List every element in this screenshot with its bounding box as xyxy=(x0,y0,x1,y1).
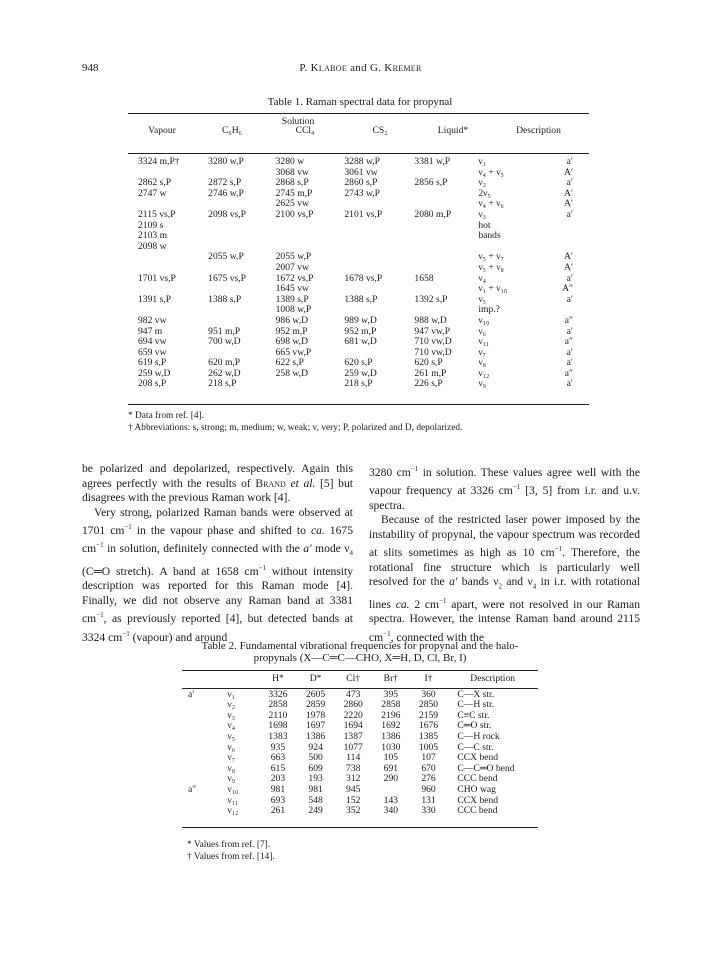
table1-cell xyxy=(552,221,589,232)
table1-cell: A″ xyxy=(562,283,573,295)
table2-cell: 2110 xyxy=(268,709,288,721)
table1-cell: 1008 w,P xyxy=(275,304,312,316)
table1-cell xyxy=(336,231,406,242)
table1-cell: 1391 s,P xyxy=(138,293,172,305)
table1-cell xyxy=(336,252,406,263)
table2-cell: 2858 xyxy=(268,699,288,711)
table2-cell: 2850 xyxy=(418,699,439,711)
table2-header-row xyxy=(182,674,538,690)
table1-cell xyxy=(336,242,406,253)
table2-cell xyxy=(182,700,213,711)
table1-cell: ν₃ xyxy=(478,208,487,220)
table1-cell: 1675 vs,P xyxy=(208,272,247,284)
table1-row xyxy=(128,157,589,168)
table2-footnote-1: * Values from ref. [7]. xyxy=(187,840,271,850)
table2-cell: C—X str. xyxy=(457,688,495,700)
table1-cell: ν₄ + ν₅ xyxy=(478,166,504,178)
table2-cell: a″ xyxy=(188,783,197,795)
table1-cell: 1701 vs,P xyxy=(138,272,176,284)
table1-row xyxy=(128,337,589,348)
table1-row xyxy=(128,189,589,200)
table1-cell: ν₉ xyxy=(478,378,487,390)
table1-cell: 986 w,D xyxy=(275,314,309,326)
table1-cell: 1388 s,P xyxy=(208,293,242,305)
table2-cell: 2859 xyxy=(305,699,326,711)
table1-cell: a′ xyxy=(566,378,573,390)
table1-group-header: Solution xyxy=(281,116,315,127)
table1-row xyxy=(128,221,589,232)
table1-cell: 2856 s,P xyxy=(414,177,448,189)
body-right-para-1: 3280 $cm^{-1}$ in solution. These values agree well with the vapour frequency at 3326 $cm^{-1}$ [3, 5] from i.r. and u.v. spectra. xyxy=(369,465,641,512)
table2-cell: 2220 xyxy=(343,709,363,721)
table1-cell: 1658 xyxy=(414,272,434,284)
table1-cell: 258 w,D xyxy=(275,367,309,379)
table1-cell: 2743 w,P xyxy=(344,187,380,199)
table1-cell: ν₁ + ν₁₀ xyxy=(478,283,508,295)
table2-col-header: H* xyxy=(272,673,284,684)
table1-caption: Table 1. Raman spectral data for propynal xyxy=(267,96,453,108)
table1-cell: ν₂ xyxy=(478,177,487,189)
table2-cell: 312 xyxy=(346,773,361,785)
table1-cell: 3280 w,P xyxy=(208,156,244,167)
table1-cell: 259 w,D xyxy=(138,367,171,379)
table2-col-header: Description xyxy=(470,673,516,684)
table1-cell xyxy=(406,242,472,253)
table2-cell: 1385 xyxy=(418,730,439,742)
table1-cell: 694 vw xyxy=(138,336,167,348)
table2-cell xyxy=(182,721,213,732)
table2-row xyxy=(182,806,538,817)
table1-cell: 261 m,P xyxy=(414,367,447,379)
table1-cell: 1672 vs,P xyxy=(275,272,314,284)
table1-cell: ν₅ + ν₈ xyxy=(478,261,504,273)
table1-cell: 989 w,D xyxy=(344,314,377,326)
table2-cell: 352 xyxy=(346,805,361,817)
table2-cell xyxy=(182,711,213,722)
table1-cell: 988 w,D xyxy=(414,314,447,326)
table1-cell: 2098 vs,P xyxy=(208,208,247,220)
table2-cell: ν₃ xyxy=(227,709,236,721)
table1-footnotes xyxy=(128,410,608,434)
table2-top-rule xyxy=(182,670,538,671)
table2-cell: 1077 xyxy=(343,741,363,753)
table1-cell: A′ xyxy=(563,261,573,273)
table1-cell: hot xyxy=(478,219,491,231)
t1-col-description: Description xyxy=(516,125,561,136)
table1-cell: a′ xyxy=(566,325,573,337)
table1-cell: A′ xyxy=(563,251,573,263)
table2-cell: ν₉ xyxy=(227,773,236,785)
table2-cell: 2159 xyxy=(418,709,439,721)
table1-cell: 947 m xyxy=(138,325,163,337)
table1-cell xyxy=(268,379,337,390)
table1-cell: a′ xyxy=(566,156,573,167)
table1-cell xyxy=(336,263,406,274)
table2-cell: 143 xyxy=(383,794,399,806)
table1-top-rule xyxy=(128,113,589,114)
table1-cell: 2860 s,P xyxy=(344,177,378,189)
table2-cell xyxy=(182,753,213,764)
table1-cell: 262 w,D xyxy=(208,367,241,379)
table1-cell: 2103 m xyxy=(138,230,168,242)
table2-cell xyxy=(182,796,213,807)
table1-cell: 951 m,P xyxy=(208,325,241,337)
table1-cell: 3288 w,P xyxy=(344,156,380,167)
table2-cell: 670 xyxy=(421,762,436,774)
table1-cell: bands xyxy=(478,230,501,242)
running-head: P. Klaboe and G. Kremer xyxy=(299,62,422,74)
t1-col-ccl4: CCl₄ xyxy=(295,125,315,136)
table1-row xyxy=(128,274,589,285)
table2-bottom-rule xyxy=(182,827,538,828)
table2-cell: CCC bend xyxy=(457,805,498,817)
table1-row xyxy=(128,379,589,390)
table2-cell: 1676 xyxy=(418,720,439,732)
table2-cell: 2860 xyxy=(343,699,363,711)
table2-cell: 395 xyxy=(383,688,399,700)
table2-cell: 1386 xyxy=(381,730,401,742)
table2-caption-line1: Table 2. Fundamental vibrational frequencies for propynal and the halo- xyxy=(201,640,519,652)
table1-cell: 2115 vs,P xyxy=(138,208,176,220)
table2-cell xyxy=(182,743,213,754)
table1-cell: ν₄ xyxy=(478,272,487,284)
table2-cell: 935 xyxy=(270,741,286,753)
table1-cell: 218 s,P xyxy=(344,378,373,390)
table2-cell: ν₁₀ xyxy=(227,783,239,795)
table1-cell xyxy=(268,221,337,232)
table2-row xyxy=(182,785,538,796)
table1-cell: 1388 s,P xyxy=(344,293,378,305)
table1-cell: ν₇ xyxy=(478,346,487,358)
table1-cell: 2746 w,P xyxy=(208,187,244,199)
table2-col-header: I† xyxy=(424,673,433,684)
table2-col-header: Br† xyxy=(383,673,399,684)
table1-cell: A′ xyxy=(563,198,573,210)
table1-cell: 2055 w,P xyxy=(275,251,312,263)
table2-cell: 131 xyxy=(421,794,436,806)
table1-footnote-1: * Data from ref. [4]. xyxy=(128,411,205,421)
table1-cell: a′ xyxy=(566,346,573,358)
table1-cell: ν₄ + ν₆ xyxy=(478,198,504,210)
table2-cell: ν₄ xyxy=(227,720,236,732)
table2-cell xyxy=(182,806,213,817)
table2-cell: 738 xyxy=(346,762,361,774)
table2-cell: 2858 xyxy=(381,699,401,711)
table2-cell: 1386 xyxy=(305,730,326,742)
table2-cell: ν₁ xyxy=(227,688,236,700)
table2-cell: C—C═O bend xyxy=(457,762,515,774)
table1-cell: 2625 vw xyxy=(275,198,309,210)
table2-cell: 193 xyxy=(308,773,323,785)
table1-cell: 698 w,D xyxy=(275,336,309,348)
table1-cell: ν₁₀ xyxy=(478,314,490,326)
table2-cell: 473 xyxy=(346,688,361,700)
table2-cell xyxy=(182,764,213,775)
table1-cell: ν₁₁ xyxy=(478,336,490,348)
table1-cell: 710 vw,D xyxy=(414,346,452,358)
table1-cell: 3280 w xyxy=(275,156,305,167)
body-column-right xyxy=(369,462,640,645)
table2-cell: a′ xyxy=(188,688,195,700)
table1-cell: 1392 s,P xyxy=(414,293,448,305)
table1-cell: a″ xyxy=(564,367,573,379)
table1-cell: 3068 vw xyxy=(275,166,309,178)
table2-col-header xyxy=(182,674,213,690)
table1-cell: 952 m,P xyxy=(344,325,377,337)
table1-cell: 2ν₅ xyxy=(478,187,491,199)
table1-cell: 2055 w,P xyxy=(208,251,244,263)
table1-cell xyxy=(196,231,267,242)
table1-cell: 2100 vs,P xyxy=(275,208,314,220)
table1-cell xyxy=(552,231,589,242)
table1-cell: 2109 s xyxy=(138,219,164,231)
table1-cell xyxy=(406,189,472,200)
table1-cell: a′ xyxy=(566,293,573,305)
table1-cell xyxy=(196,305,267,316)
table2-footnote-2: † Values from ref. [14]. xyxy=(187,852,275,862)
table1-header-rule xyxy=(128,153,589,154)
table2-cell: 290 xyxy=(383,773,399,785)
table1-row xyxy=(128,295,589,306)
table1-cell: 681 w,D xyxy=(344,336,377,348)
table2-cell: 615 xyxy=(270,762,286,774)
table1-body xyxy=(128,157,589,390)
table2-cell: 114 xyxy=(346,752,361,764)
table1-bottom-rule xyxy=(128,404,589,405)
table1-cell: a′ xyxy=(566,272,573,284)
table2-row xyxy=(182,732,538,743)
table2-cell: 1978 xyxy=(305,709,326,721)
table2-footnotes xyxy=(187,839,487,863)
table1-cell: A′ xyxy=(563,187,573,199)
table2-caption xyxy=(150,640,570,664)
table1-cell: a″ xyxy=(564,336,573,348)
table2-caption-line2: propynals (X—C═C—CHO, X═H, D, Cl, Br, I) xyxy=(253,652,467,664)
table1-cell: 2007 vw xyxy=(275,261,309,273)
table1-cell: 1678 vs,P xyxy=(344,272,383,284)
table2-cell: ν₁₂ xyxy=(227,805,239,817)
table1-cell xyxy=(268,231,337,242)
table1-cell: ν₈ xyxy=(478,357,487,369)
table2-cell: ν₁₁ xyxy=(227,794,239,806)
body-left-para-1: be polarized and depolarized, respectively. Again this agrees perfectly with the results of Brand et al. [5] but disagrees with the previous Raman work [4]. xyxy=(82,462,353,504)
table1-cell: 620 s,P xyxy=(344,357,373,369)
table2-cell: 330 xyxy=(421,805,436,817)
table2-cell: 249 xyxy=(308,805,323,817)
table1-row xyxy=(128,231,589,242)
table2-cell: ν₇ xyxy=(227,752,236,764)
table1-cell: 226 s,P xyxy=(414,378,443,390)
table2-col-header: D* xyxy=(309,673,322,684)
table1-cell: 2862 s,P xyxy=(138,177,172,189)
table1-cell: 2098 w xyxy=(138,240,167,252)
page-number: 948 xyxy=(82,62,99,74)
table2-cell: 500 xyxy=(308,752,323,764)
table2-cell: C≡C str. xyxy=(457,709,490,721)
table2-cell: 548 xyxy=(308,794,323,806)
body-column-left xyxy=(82,462,353,645)
table1-cell: 659 vw xyxy=(138,346,167,358)
table1-cell xyxy=(406,263,472,274)
table1-cell: ν₅ + ν₇ xyxy=(478,251,504,263)
table1-cell: a′ xyxy=(566,357,573,369)
table1-cell xyxy=(196,316,267,327)
table1-cell xyxy=(128,252,196,263)
table2-cell: 3326 xyxy=(268,688,288,700)
table2-cell: CCX bend xyxy=(457,794,499,806)
table2-col-header: Cl† xyxy=(346,673,361,684)
table1-cell: 3381 w,P xyxy=(414,156,451,167)
table1-cell: 622 s,P xyxy=(275,357,304,369)
table1-row xyxy=(128,210,589,221)
table2 xyxy=(182,674,538,817)
table1-cell xyxy=(336,221,406,232)
table2-cell: 693 xyxy=(270,794,286,806)
table2-cell: 609 xyxy=(308,762,323,774)
table1-cell: 2868 s,P xyxy=(275,177,309,189)
table2-cell: ν₈ xyxy=(227,762,236,774)
table1-cell: 952 m,P xyxy=(275,325,308,337)
table1-cell: a″ xyxy=(564,314,573,326)
table2-cell: 2605 xyxy=(305,688,326,700)
table1-cell xyxy=(196,221,267,232)
table1-cell: 2745 m,P xyxy=(275,187,313,199)
table2-cell xyxy=(372,785,410,796)
table1-cell xyxy=(406,231,472,242)
table2-cell: 203 xyxy=(270,773,286,785)
table1-cell: 619 s,P xyxy=(138,357,167,369)
table1-cell: 2747 w xyxy=(138,187,167,199)
table1-cell: A′ xyxy=(563,166,573,178)
table1-footnote-2: † Abbreviations: s, strong; m, medium; w, weak; v, very; P, polarized and D, depolarized. xyxy=(128,423,463,433)
table2-cell: 276 xyxy=(421,773,436,785)
table2-cell: 981 xyxy=(270,783,286,795)
table2-cell: 1383 xyxy=(268,730,288,742)
table1-cell: 259 w,D xyxy=(344,367,377,379)
table2-cell: CHO wag xyxy=(457,783,496,795)
table2-cell: ν₆ xyxy=(227,741,236,753)
table1-row xyxy=(128,242,589,253)
table1-cell xyxy=(128,263,196,274)
table2-cell: 1387 xyxy=(343,730,363,742)
table1-row xyxy=(128,263,589,274)
table2-col-header xyxy=(213,674,259,690)
table2-cell: 1694 xyxy=(343,720,363,732)
table1-cell: 3061 vw xyxy=(344,166,378,178)
table2-cell: 105 xyxy=(383,752,399,764)
table1-cell xyxy=(406,252,472,263)
table1-cell: ν₁₂ xyxy=(478,367,490,379)
table1-cell: 218 s,P xyxy=(208,378,237,390)
t1-col-vapour: Vapour xyxy=(148,125,176,136)
table1-cell xyxy=(406,221,472,232)
table2-cell: C—H rock xyxy=(457,730,500,742)
table2-cell: 1698 xyxy=(268,720,288,732)
table2-cell: ν₂ xyxy=(227,699,236,711)
table1-cell: 982 vw xyxy=(138,314,167,326)
table1-cell: 208 s,P xyxy=(138,378,167,390)
table1-cell: 3324 m,P† xyxy=(138,156,180,167)
table2-cell: 1692 xyxy=(381,720,401,732)
table1-cell: 947 vw,P xyxy=(414,325,451,337)
table2-cell: 107 xyxy=(421,752,436,764)
table1-cell: 665 vw,P xyxy=(275,346,312,358)
table2-cell: C═O str. xyxy=(457,720,492,732)
table1-cell xyxy=(196,263,267,274)
t1-col-liquid: Liquid* xyxy=(437,125,469,136)
t1-col-c6h6: C₆H₆ xyxy=(221,125,243,136)
table2-cell: 261 xyxy=(270,805,286,817)
table2-cell: 2196 xyxy=(381,709,401,721)
table2-cell: 1005 xyxy=(418,741,439,753)
table2-cell xyxy=(182,774,213,785)
table1-cell: a′ xyxy=(566,208,573,220)
table2-cell: 960 xyxy=(421,783,436,795)
table1-cell: 2872 s,P xyxy=(208,177,242,189)
table1-cell: 620 s,P xyxy=(414,357,443,369)
table2-cell: 924 xyxy=(308,741,323,753)
table1-cell: 2080 m,P xyxy=(414,208,452,220)
table2-cell: C—C str. xyxy=(457,741,494,753)
table2-cell: 981 xyxy=(308,783,323,795)
table2-cell: 1030 xyxy=(381,741,401,753)
table1-cell: 1645 vw xyxy=(275,283,309,295)
table2-cell: 360 xyxy=(421,688,436,700)
table2-cell: 152 xyxy=(346,794,361,806)
table1-row xyxy=(128,252,589,263)
table1-cell: 620 m,P xyxy=(208,357,241,369)
table2-cell: 663 xyxy=(270,752,286,764)
table1-cell: a′ xyxy=(566,177,573,189)
table1-cell: ν₁ xyxy=(478,156,487,167)
table2-cell: ν₅ xyxy=(227,730,236,742)
table2-cell: 945 xyxy=(346,783,361,795)
body-right-para-2: Because of the restricted laser power imposed by the instability of propynal, the vapour spectrum was recorded at slits sometimes as high as 10 $cm^{-1}$. Therefore, the rotational fine structure which is particularly well resolved for the a′ bands $\nu_2$ and $\nu_4$ in i.r. with rotational lines ca. 2 $cm^{-1}$ apart, were not resolved in our Raman spectra. However, the intense Raman band around 2115 $cm^{-1}$, connected with the xyxy=(369,513,641,644)
table2-cell xyxy=(182,732,213,743)
table2-cell: CCC bend xyxy=(457,773,498,785)
t1-col-cs2: CS₂ xyxy=(372,125,388,136)
table2-cell: CCX bend xyxy=(457,752,499,764)
table1-cell: 710 vw,D xyxy=(414,336,452,348)
table1-row xyxy=(128,316,589,327)
table2-cell: 691 xyxy=(383,762,399,774)
table1-cell: ν₅ xyxy=(478,293,487,305)
table2-cell: 340 xyxy=(383,805,399,817)
table1-cell: 700 w,D xyxy=(208,336,241,348)
table2-cell: C—H str. xyxy=(457,699,495,711)
table1-cell: 1389 s,P xyxy=(275,293,309,305)
table1-cell: ν₆ xyxy=(478,325,487,337)
table1-cell: imp.? xyxy=(478,304,500,316)
table1-cell: 2101 vs,P xyxy=(344,208,383,220)
body-left-para-2: Very strong, polarized Raman bands were observed at 1701 $cm^{-1}$ in the vapour phase and shifted to ca. 1675 $cm^{-1}$ in solution, definitely connected with the a′ mode $\nu_4$ (C═O stretch). A band at 1658 $cm^{-1}$ without intensity description was reported for this Raman mode [4]. Finally, we did not observe any Raman band at 3381 $cm^{-1}$, as previously reported [4], but detected bands at 3324 $cm^{-1}$ (vapour) and around xyxy=(82,505,354,644)
table2-cell: 1697 xyxy=(305,720,326,732)
